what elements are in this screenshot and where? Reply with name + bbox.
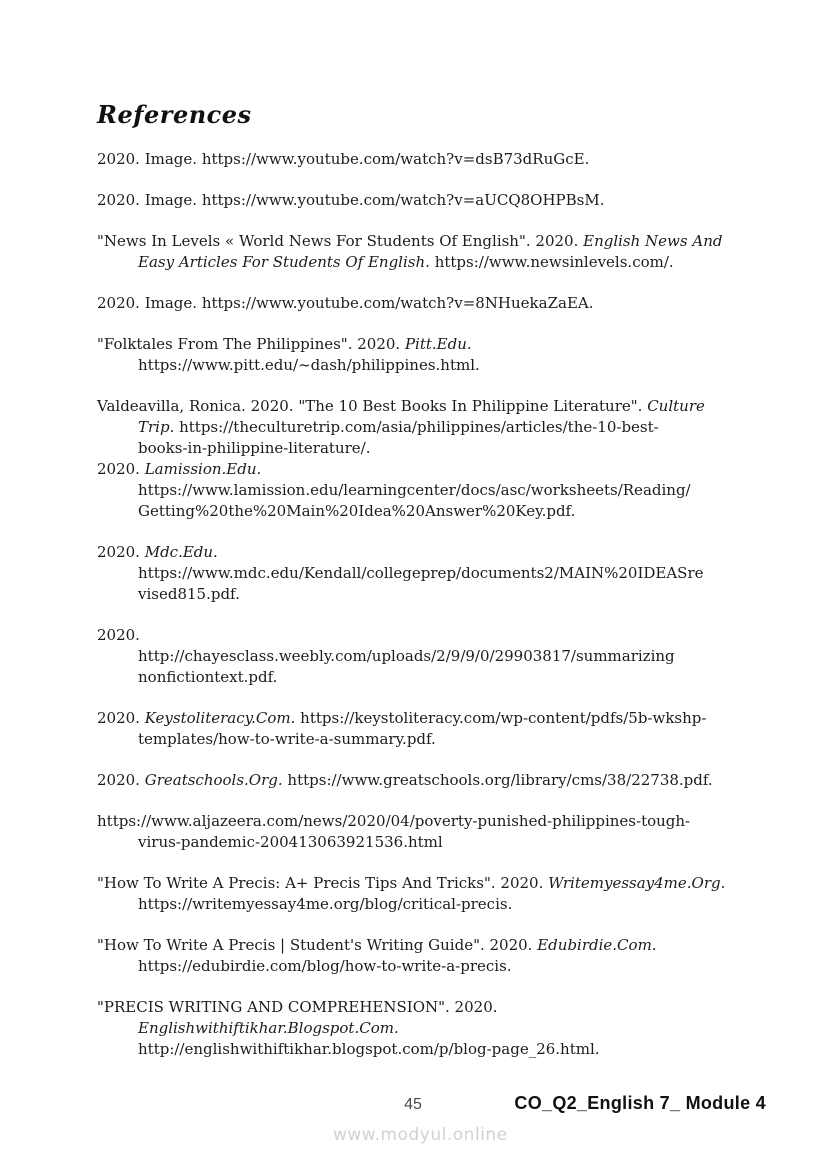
watermark-text: www.modyul.online bbox=[333, 1125, 508, 1145]
page-number: 45 bbox=[404, 1096, 422, 1113]
reference-line bbox=[97, 231, 787, 252]
reference-line bbox=[97, 832, 787, 853]
reference-text: templates/how-to-write-a-summary.pdf. bbox=[138, 730, 436, 748]
reference-text: Valdeavilla, Ronica. 2020. "The 10 Best Books In Philippine Literature". bbox=[97, 397, 648, 415]
reference-text: 2020. Image. https://www.youtube.com/watch?v=aUCQ8OHPBsM. bbox=[97, 191, 605, 209]
reference-source-italic: Edubirdie.Com. bbox=[537, 936, 657, 954]
reference-text: "PRECIS WRITING AND COMPREHENSION". 2020. bbox=[97, 998, 498, 1016]
reference-text: books-in-philippine-literature/. bbox=[138, 439, 371, 457]
reference-text: "How To Write A Precis: A+ Precis Tips And Tricks". 2020. bbox=[97, 874, 549, 892]
module-footer-label: CO_Q2_English 7_ Module 4 bbox=[514, 1093, 766, 1113]
reference-line bbox=[97, 667, 787, 688]
reference-source-italic: Greatschools.Org. bbox=[144, 771, 283, 789]
reference-source-italic: Keystoliteracy.Com. bbox=[144, 709, 296, 727]
reference-text: 2020. bbox=[97, 709, 145, 727]
reference-entry bbox=[97, 396, 787, 459]
reference-line bbox=[97, 1018, 787, 1039]
reference-source-italic: English News And bbox=[583, 232, 723, 250]
reference-line bbox=[97, 646, 787, 667]
reference-line bbox=[97, 935, 787, 956]
reference-text: https://edubirdie.com/blog/how-to-write-a-precis. bbox=[138, 957, 512, 975]
reference-text: "News In Levels « World News For Students Of English". 2020. bbox=[97, 232, 584, 250]
reference-text: https://www.greatschools.org/library/cms/38/22738.pdf. bbox=[282, 771, 713, 789]
reference-text: 2020. Image. https://www.youtube.com/watch?v=8NHuekaZaEA. bbox=[97, 294, 594, 312]
reference-line bbox=[97, 417, 787, 438]
reference-line bbox=[97, 997, 787, 1018]
reference-entry bbox=[97, 811, 787, 853]
reference-text: nonfictiontext.pdf. bbox=[138, 668, 278, 686]
reference-line bbox=[97, 873, 787, 894]
reference-list bbox=[97, 149, 787, 1060]
reference-line bbox=[97, 625, 787, 646]
reference-entry bbox=[97, 708, 787, 750]
reference-entry bbox=[97, 334, 787, 376]
reference-line bbox=[97, 770, 787, 791]
reference-text: https://www.lamission.edu/learningcenter/docs/asc/worksheets/Reading/ bbox=[138, 481, 691, 499]
reference-line bbox=[97, 252, 787, 273]
reference-text: https://theculturetrip.com/asia/philippines/articles/the-10-best- bbox=[174, 418, 659, 436]
reference-entry bbox=[97, 542, 787, 605]
reference-text: 2020. bbox=[97, 460, 145, 478]
reference-line bbox=[97, 542, 787, 563]
reference-entry bbox=[97, 935, 787, 977]
reference-entry bbox=[97, 625, 787, 688]
reference-text: Getting%20the%20Main%20Idea%20Answer%20Key.pdf. bbox=[138, 502, 576, 520]
reference-line bbox=[97, 1039, 787, 1060]
reference-source-italic: Culture bbox=[647, 397, 705, 415]
reference-source-italic: Englishwithiftikhar.Blogspot.Com. bbox=[138, 1019, 399, 1037]
reference-text: https://keystoliteracy.com/wp-content/pdfs/5b-wkshp- bbox=[295, 709, 707, 727]
reference-line bbox=[97, 293, 787, 314]
reference-line bbox=[97, 334, 787, 355]
reference-line bbox=[97, 708, 787, 729]
reference-source-italic: Writemyessay4me.Org. bbox=[548, 874, 726, 892]
reference-text: "Folktales From The Philippines". 2020. bbox=[97, 335, 405, 353]
reference-line bbox=[97, 149, 787, 170]
reference-line bbox=[97, 894, 787, 915]
reference-source-italic: Mdc.Edu. bbox=[144, 543, 218, 561]
reference-text: https://www.aljazeera.com/news/2020/04/poverty-punished-philippines-tough- bbox=[97, 812, 691, 830]
reference-entry bbox=[97, 190, 787, 211]
reference-entry bbox=[97, 231, 787, 273]
reference-text: 2020. bbox=[97, 543, 145, 561]
reference-text: https://www.mdc.edu/Kendall/collegeprep/documents2/MAIN%20IDEASre bbox=[138, 564, 704, 582]
reference-text: http://englishwithiftikhar.blogspot.com/p/blog-page_26.html. bbox=[138, 1040, 600, 1058]
reference-entry bbox=[97, 149, 787, 170]
reference-text: http://chayesclass.weebly.com/uploads/2/9/9/0/29903817/summarizing bbox=[138, 647, 675, 665]
reference-line bbox=[97, 480, 787, 501]
reference-source-italic: Easy Articles For Students Of English. bbox=[138, 253, 430, 271]
reference-line bbox=[97, 956, 787, 977]
reference-line bbox=[97, 584, 787, 605]
reference-line bbox=[97, 396, 787, 417]
page-content bbox=[97, 99, 787, 1080]
reference-line bbox=[97, 355, 787, 376]
reference-text: https://www.newsinlevels.com/. bbox=[429, 253, 674, 271]
reference-text: 2020. bbox=[97, 626, 140, 644]
reference-text: 2020. Image. https://www.youtube.com/watch?v=dsB73dRuGcE. bbox=[97, 150, 590, 168]
reference-entry bbox=[97, 293, 787, 314]
reference-line bbox=[97, 811, 787, 832]
reference-entry bbox=[97, 873, 787, 915]
reference-line bbox=[97, 190, 787, 211]
reference-entry bbox=[97, 459, 787, 522]
reference-text: "How To Write A Precis | Student's Writing Guide". 2020. bbox=[97, 936, 538, 954]
reference-text: https://www.pitt.edu/~dash/philippines.html. bbox=[138, 356, 480, 374]
reference-text: virus-pandemic-200413063921536.html bbox=[138, 833, 443, 851]
reference-line bbox=[97, 729, 787, 750]
reference-text: 2020. bbox=[97, 771, 145, 789]
reference-entry bbox=[97, 997, 787, 1060]
reference-entry bbox=[97, 770, 787, 791]
reference-source-italic: Lamission.Edu. bbox=[144, 460, 262, 478]
reference-line bbox=[97, 459, 787, 480]
reference-line bbox=[97, 563, 787, 584]
reference-text: https://writemyessay4me.org/blog/critical-precis. bbox=[138, 895, 513, 913]
reference-text: vised815.pdf. bbox=[138, 585, 240, 603]
reference-line bbox=[97, 501, 787, 522]
reference-line bbox=[97, 438, 787, 459]
reference-source-italic: Trip. bbox=[138, 418, 175, 436]
reference-source-italic: Pitt.Edu. bbox=[404, 335, 472, 353]
page-title: References bbox=[97, 100, 252, 129]
